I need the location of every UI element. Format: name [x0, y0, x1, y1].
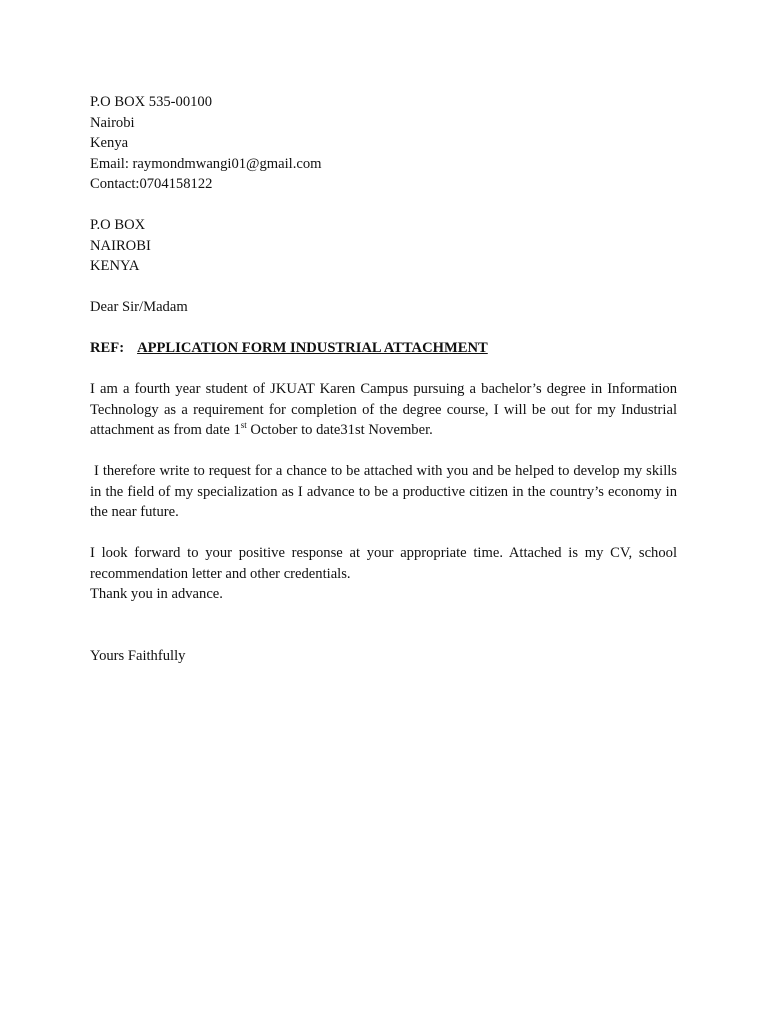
paragraph-1-text: I am a fourth year student of JKUAT Karen Campus pursuing a bachelor’s degree in Information Technology as a requirement for completion of the degree course, I will be out for my Industrial attachment as from date 1: [90, 381, 677, 438]
recipient-country: KENYA: [90, 258, 140, 274]
recipient-po-box: P.O BOX: [90, 217, 146, 233]
thanks-line: Thank you in advance.: [90, 586, 223, 602]
paragraph-1-tail: October to date31st November.: [246, 422, 433, 438]
spacer: [90, 318, 677, 339]
sender-city: Nairobi: [90, 114, 135, 131]
spacer: [90, 359, 677, 380]
letter-page: [90, 92, 681, 666]
reference-label: REF:: [90, 340, 125, 356]
body-paragraph-1: [90, 379, 677, 441]
spacer: [90, 277, 677, 298]
reference-subject: APPLICATION FORM INDUSTRIAL ATTACHMENT: [137, 340, 488, 356]
sender-address: [90, 92, 677, 195]
spacer: [90, 195, 677, 216]
salutation: Dear Sir/Madam: [90, 299, 188, 315]
spacer: [90, 605, 677, 626]
spacer: [90, 625, 677, 646]
body-paragraph-3: I look forward to your positive response at your appropriate time. Attached is my CV, school recommendation letter and other credentials.: [90, 545, 677, 582]
recipient-city: NAIROBI: [90, 237, 151, 254]
sender-country: Kenya: [90, 135, 129, 151]
recipient-address: [90, 215, 677, 277]
reference-line: [90, 338, 677, 359]
sender-email: Email: raymondmwangi01@gmail.com: [90, 155, 322, 172]
sender-po-box: P.O BOX 535-00100: [90, 94, 213, 110]
spacer: [90, 523, 677, 544]
spacer: [90, 441, 677, 462]
body-paragraph-2: I therefore write to request for a chance to be attached with you and be helped to develop my skills in the field of my specialization as I advance to be a productive citizen in the country’s economy in the near future.: [90, 463, 681, 520]
sender-contact: Contact:0704158122: [90, 176, 213, 192]
ordinal-suffix: st: [240, 420, 247, 431]
closing: Yours Faithfully: [90, 647, 186, 664]
